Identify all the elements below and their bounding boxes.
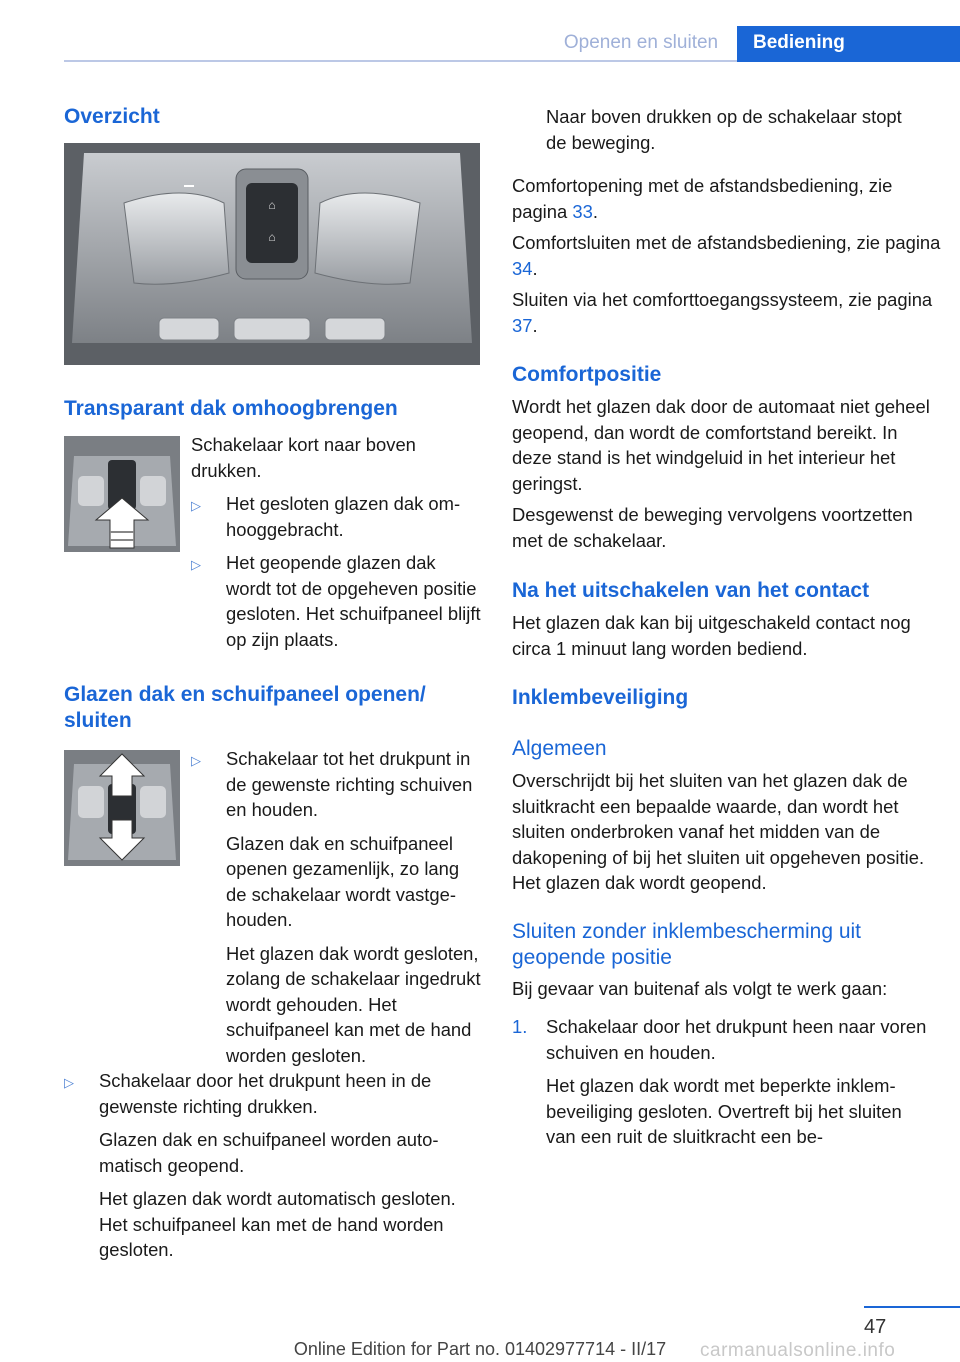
bullet-triangle-icon: ▷ <box>191 498 201 513</box>
after-ignition-heading: Na het uitschakelen van het contact <box>512 579 870 602</box>
watermark: carmanualsonline.info <box>700 1340 896 1361</box>
step-number: 1. <box>512 1016 528 1037</box>
svg-text:⌂: ⌂ <box>268 198 276 212</box>
page-link-34[interactable]: 34 <box>512 257 533 279</box>
general-heading: Algemeen <box>512 737 607 760</box>
ref-comfort-access: Sluiten via het comforttoegangssysteem, zie pagina 37. <box>512 289 933 336</box>
slide-bullet-2: ▷ Schakelaar door het drukpunt heen in de gewenste richting drukken. Glazen dak en schuifpaneel worden automatisch geopend. Het glazen dak wordt automatisch gesloten. Het schuifpaneel kan met de hand worden gesloten. <box>64 1070 456 1260</box>
comfort-paragraph-1: Wordt het glazen dak door de automaat niet geheel geopend, dan wordt de comfortstand bereikt. In deze stand is het windgeluid in het interieur het geringst. <box>512 396 930 494</box>
lift-bullet-2: ▷ Het geopende glazen dak wordt tot de opgeheven positie gesloten. Het schuifpaneel blijft op zijn plaats. <box>191 552 481 650</box>
lift-bullet-1: ▷ Het gesloten glazen dak omhooggebracht. <box>191 493 461 540</box>
step-1: 1. Schakelaar door het drukpunt heen naar voren schuiven en houden. Het glazen dak wordt met beperkte inklembeveiliging gesloten. Overtreft bij het sluiten van een ruit de sluitkracht een be- <box>512 1016 927 1147</box>
pinch-protection-heading: Inklembeveiliging <box>512 686 689 709</box>
lift-switch-photo <box>64 436 180 552</box>
bullet-triangle-icon: ▷ <box>191 557 201 572</box>
svg-text:⌂: ⌂ <box>268 230 276 244</box>
page-link-37[interactable]: 37 <box>512 314 533 336</box>
edition-line: Online Edition for Part no. 01402977714 - II/17 <box>293 1339 667 1359</box>
slide-text-block-2 <box>64 1068 480 1263</box>
lift-arrow-illustration <box>64 436 180 552</box>
after-ignition-paragraph: Het glazen dak kan bij uitgeschakeld contact nog circa 1 minuut lang worden bediend. <box>512 612 911 659</box>
general-paragraph: Overschrijdt bij het sluiten van het glazen dak de sluitkracht een bepaalde waarde, dan wordt het sluiten onderbroken vanaf het midden van de dakopening of bij het sluiten uit opgeheven positie. Het glazen dak wordt geopend. <box>512 770 925 893</box>
close-without-protection-heading: Sluiten zonder inklembescherming uit geopende positie <box>512 920 862 969</box>
page-number: 47 <box>864 1316 887 1338</box>
page-link-33[interactable]: 33 <box>572 200 593 222</box>
ref-comfort-close: Comfortsluiten met de afstandsbediening, zie pagina 34. <box>512 232 941 279</box>
overhead-console-illustration <box>64 143 480 365</box>
header-chapter-tab[interactable]: Bediening <box>737 26 960 62</box>
continued-text: Naar boven drukken op de schakelaar stopt de beweging. <box>546 106 902 153</box>
header-section-tab[interactable]: Openen en sluiten <box>563 32 719 53</box>
lift-heading: Transparant dak omhoogbrengen <box>64 397 398 420</box>
comfort-paragraph-2: Desgewenst de beweging vervolgens voortzetten met de schakelaar. <box>512 504 913 551</box>
slide-heading: Glazen dak en schuifpaneel openen/ sluiten <box>64 683 426 732</box>
close-intro: Bij gevaar van buitenaf als volgt te werk gaan: <box>512 978 888 999</box>
comfort-heading: Comfortpositie <box>512 363 662 386</box>
slide-text-block <box>191 746 481 1068</box>
overview-switch-photo <box>64 143 480 365</box>
ref-comfort-open: Comfortopening met de afstandsbediening, zie pagina 33. <box>512 175 893 222</box>
lift-intro: Schakelaar kort naar boven drukken. <box>191 434 416 481</box>
overview-heading: Overzicht <box>64 105 160 128</box>
lift-text-block <box>191 432 481 652</box>
footer-rule <box>864 1306 960 1308</box>
slide-bullet-1: ▷ Schakelaar tot het drukpunt in de gewenste richting schuiven en houden. Glazen dak en schuifpaneel openen gezamenlijk, zo lang de schakelaar wordt vastgehouden. Het glazen dak wordt gesloten, zolang de schakelaar ingedrukt wordt gehouden. Het schuifpaneel kan met de hand worden gesloten. <box>191 748 481 1066</box>
bullet-triangle-icon: ▷ <box>64 1075 74 1090</box>
slide-arrows-illustration <box>64 750 180 866</box>
slide-switch-photo <box>64 750 180 866</box>
bullet-triangle-icon: ▷ <box>191 753 201 768</box>
